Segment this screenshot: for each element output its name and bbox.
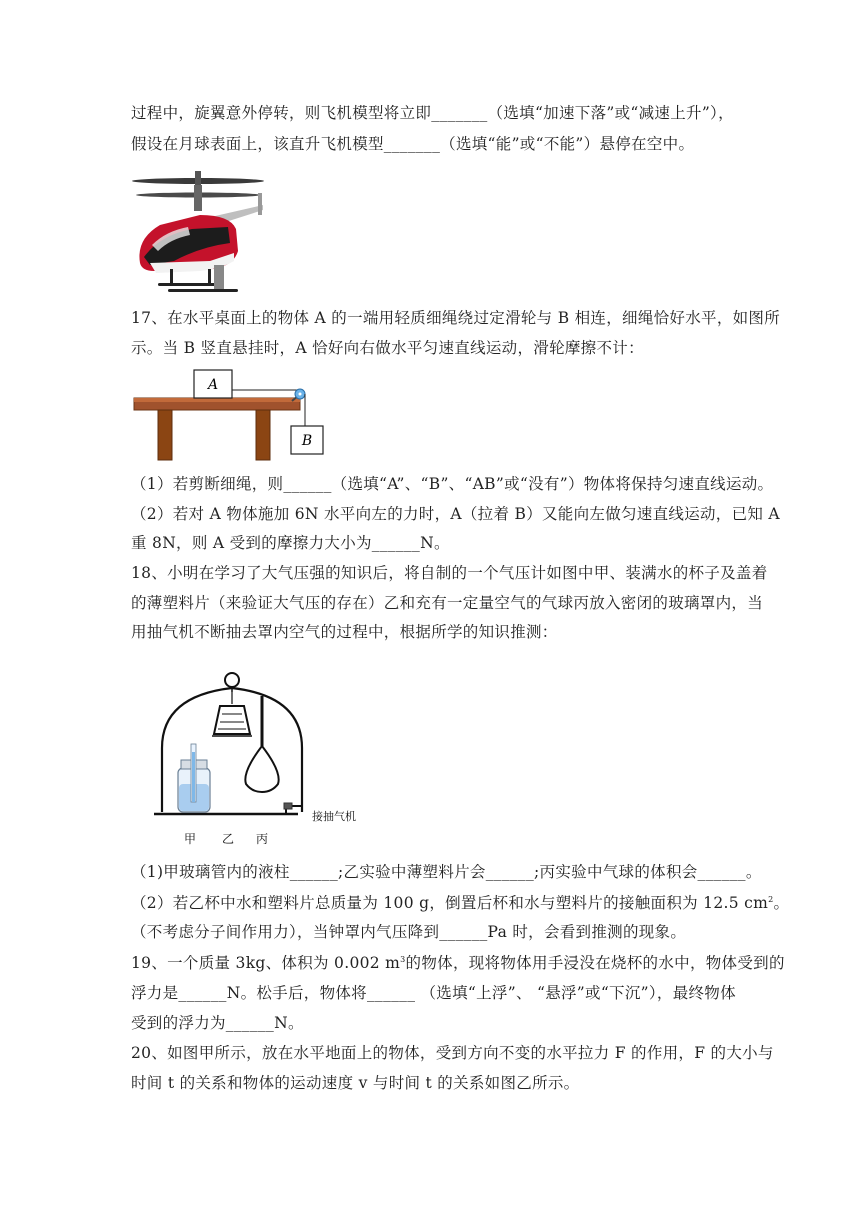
q17-sub2-line-1: （2）若对 A 物体施加 6N 水平向左的力时，A（拉着 B）又能向左做匀速直线运动，已知 A xyxy=(131,505,780,523)
q17-sub1: （1）若剪断细绳，则______（选填“A”、“B”、“AB”或“没有”）物体将保持匀速直线运动。 xyxy=(131,475,774,493)
q18-text-line-1: 18、小明在学习了大气压强的知识后，将自制的一个气压计如图中甲、装满水的杯子及盖着 xyxy=(131,564,768,582)
q17-text-line-2: 示。当 B 竖直悬挂时，A 恰好向右做水平匀速直线运动，滑轮摩擦不计： xyxy=(131,339,644,357)
superscript-3: 3 xyxy=(400,954,406,964)
bell-jar-diagram xyxy=(150,660,370,848)
q19-text-a: 19、一个质量 3kg、体积为 0.002 m xyxy=(131,954,401,972)
helicopter-model-photo xyxy=(130,165,265,293)
caption-yi: 乙 xyxy=(221,832,235,846)
table-pulley-diagram xyxy=(132,368,332,464)
q19-text-line-2: 浮力是______N。松手后，物体将______ （选填“上浮”、 “悬浮”或“下沉”），最终物体 xyxy=(131,984,736,1002)
pump-label: 接抽气机 xyxy=(312,811,356,823)
cup-yi xyxy=(214,706,250,734)
balloon-bing xyxy=(245,746,278,792)
q18-sub2-end: 。 xyxy=(773,894,790,912)
q19-text-line-3: 受到的浮力为______N。 xyxy=(131,1014,304,1032)
q18-sub1: （1)甲玻璃管内的液柱______;乙实验中薄塑料片会______;丙实验中气球的体积会______。 xyxy=(131,863,762,881)
q16-text-line-2: 假设在月球表面上，该直升飞机模型_______（选填“能”或“不能”）悬停在空中。 xyxy=(131,135,695,153)
barometer-jar-jia xyxy=(178,744,210,812)
q18-text-line-3: 用抽气机不断抽去罩内空气的过程中，根据所学的知识推测： xyxy=(131,623,558,641)
q18-text-line-2: 的薄塑料片（来验证大气压的存在）乙和充有一定量空气的气球丙放入密闭的玻璃罩内，当 xyxy=(131,594,764,612)
q19-text-b: 的物体，现将物体用手浸没在烧杯的水中，物体受到的 xyxy=(405,954,785,972)
q19-text-line-1 xyxy=(131,953,785,973)
q18-sub2-text: （2）若乙杯中水和塑料片总质量为 100 g，倒置后杯和水与塑料片的接触面积为 12.5 cm xyxy=(131,894,769,912)
q16-text-line-1: 过程中，旋翼意外停转，则飞机模型将立即_______（选填“加速下落”或“减速上升”）， xyxy=(131,104,734,122)
caption-jia: 甲 xyxy=(183,832,197,846)
block-a-label: A xyxy=(207,377,219,393)
q18-sub2-line-2: （不考虑分子间作用力），当钟罩内气压降到______Pa 时，会看到推测的现象。 xyxy=(131,923,687,941)
q20-text-line-2: 时间 t 的关系和物体的运动速度 v 与时间 t 的关系如图乙所示。 xyxy=(131,1074,580,1092)
superscript-2: 2 xyxy=(768,894,774,904)
q17-sub2-line-2: 重 8N，则 A 受到的摩擦力大小为______N。 xyxy=(131,534,450,552)
caption-bing: 丙 xyxy=(255,832,269,846)
block-b-label: B xyxy=(301,433,313,449)
q20-text-line-1: 20、如图甲所示，放在水平地面上的物体，受到方向不变的水平拉力 F 的作用，F 的大小与 xyxy=(131,1044,774,1062)
q17-text-line-1: 17、在水平桌面上的物体 A 的一端用轻质细绳绕过定滑轮与 B 相连，细绳恰好水平，如图所 xyxy=(131,309,781,327)
q18-sub2-line-1 xyxy=(131,893,789,913)
